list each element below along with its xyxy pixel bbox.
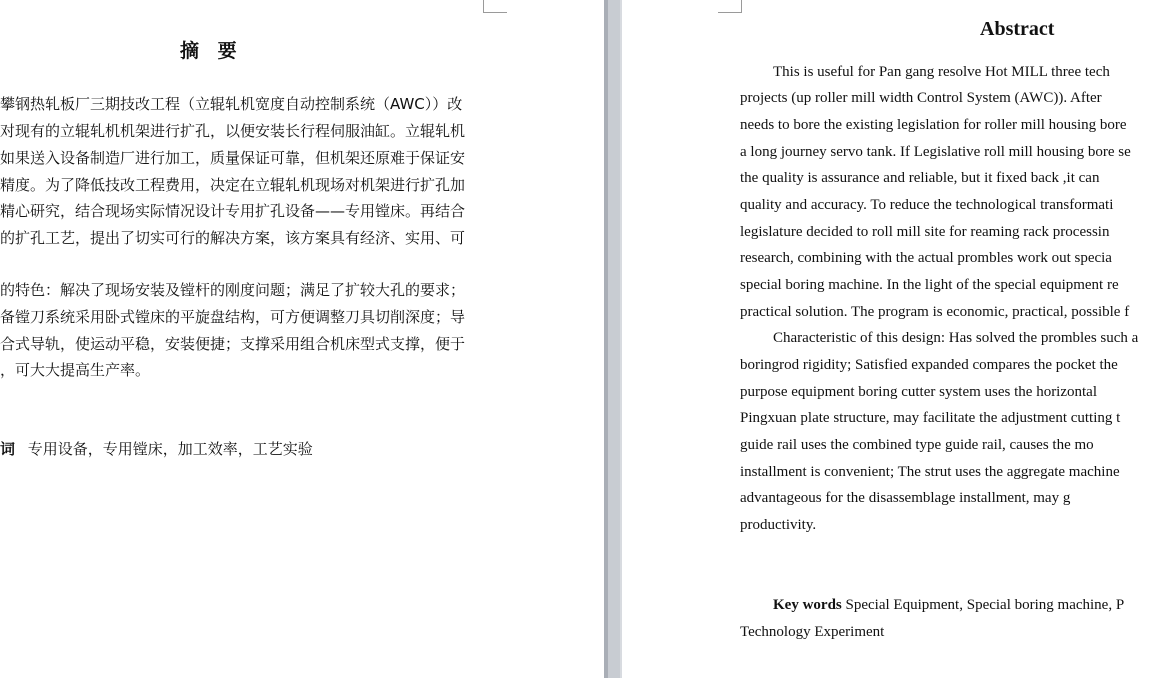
- english-body-line: advantageous for the disassemblage installment, may g: [740, 490, 1071, 506]
- english-body-line: the quality is assurance and reliable, but it fixed back ,it can: [740, 170, 1100, 186]
- english-body-line: legislature decided to roll mill site for reaming rack processin: [740, 224, 1110, 240]
- english-abstract-title: Abstract: [980, 18, 1055, 40]
- chinese-body-line: 的特色：解决了现场安装及镗杆的刚度问题；满足了扩较大孔的要求；: [0, 281, 466, 299]
- chinese-body-line: ，可大大提高生产率。: [0, 361, 151, 379]
- english-body-line: purpose equipment boring cutter system uses the horizontal: [740, 384, 1098, 400]
- english-body-line: needs to bore the existing legislation for roller mill housing bore: [740, 117, 1127, 133]
- chinese-keywords-text: 专用设备，专用镗床，加工效率，工艺实验: [27, 440, 313, 458]
- chinese-body-line: 合式导轨，使运动平稳，安装便捷；支撑采用组合机床型式支撑，便于: [0, 335, 466, 353]
- chinese-keywords-label: 词: [0, 440, 16, 458]
- english-body-line: boringrod rigidity; Satisfied expanded compares the pocket the: [740, 357, 1118, 373]
- english-keywords-text: Special Equipment, Special boring machine, P: [841, 597, 1125, 613]
- english-body-line: special boring machine. In the light of the special equipment re: [740, 277, 1119, 293]
- chinese-body-line: 精度。为了降低技改工程费用，决定在立辊轧机现场对机架进行扩孔加: [0, 176, 466, 194]
- english-keywords-label: Key words: [773, 597, 842, 613]
- chinese-keywords: [0, 438, 313, 459]
- chinese-body-line: 攀钢热轧板厂三期技改工程（立辊轧机宽度自动控制系统（AWC））改: [0, 95, 463, 113]
- english-keywords-continuation: Technology Experiment: [740, 624, 885, 640]
- english-body-line: research, combining with the actual prombles work out specia: [740, 250, 1112, 266]
- margin-crop-mark: [718, 0, 742, 13]
- english-body-line: Characteristic of this design: Has solved the prombles such a: [773, 330, 1139, 346]
- english-body-line: This is useful for Pan gang resolve Hot MILL three tech: [773, 64, 1110, 80]
- english-body-line: productivity.: [740, 517, 817, 533]
- chinese-body-line: 精心研究，结合现场实际情况设计专用扩孔设备——专用镗床。再结合: [0, 202, 466, 220]
- english-body-line: a long journey servo tank. If Legislative roll mill housing bore se: [740, 144, 1131, 160]
- chinese-abstract-title: 摘 要: [180, 40, 243, 62]
- english-body-line: projects (up roller mill width Control System (AWC)). After: [740, 90, 1102, 106]
- chinese-body-line: 的扩孔工艺，提出了切实可行的解决方案，该方案具有经济、实用、可: [0, 229, 466, 247]
- chinese-body-line: 如果送入设备制造厂进行加工，质量保证可靠，但机架还原难于保证安: [0, 149, 466, 167]
- english-body-line: guide rail uses the combined type guide rail, causes the mo: [740, 437, 1094, 453]
- chinese-body-line: 对现有的立辊轧机机架进行扩孔，以便安装长行程伺服油缸。立辊轧机: [0, 122, 466, 140]
- english-body-line: practical solution. The program is economic, practical, possible f: [740, 304, 1130, 320]
- page-gap: [604, 0, 622, 678]
- english-abstract-page: [622, 0, 1160, 678]
- english-body-line: Pingxuan plate structure, may facilitate the adjustment cutting t: [740, 410, 1121, 426]
- english-keywords: [773, 597, 1124, 614]
- english-body-line: installment is convenient; The strut uses the aggregate machine: [740, 464, 1120, 480]
- margin-crop-mark: [483, 0, 507, 13]
- english-body-line: quality and accuracy. To reduce the technological transformati: [740, 197, 1114, 213]
- chinese-body-line: 备镗刀系统采用卧式镗床的平旋盘结构，可方便调整刀具切削深度；导: [0, 308, 466, 326]
